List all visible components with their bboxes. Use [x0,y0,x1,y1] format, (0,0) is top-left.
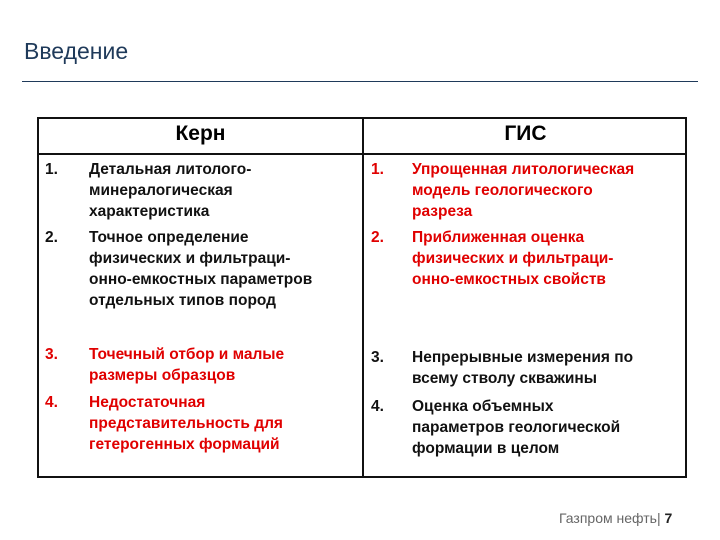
item-text [412,347,633,389]
item-line: параметров геологической [412,419,621,436]
item-line: онно-емкостных свойств [412,271,606,288]
item-text [89,227,312,311]
header-gis: ГИС [504,122,547,145]
header-kern: Керн [175,122,226,145]
item-line: модель геологического [412,182,593,199]
item-line: Упрощенная литологическая [412,161,635,178]
comparison-table [37,117,687,478]
item-number: 2. [371,229,384,246]
item-line: представительность для [89,415,283,432]
footer-company: Газпром нефть [559,510,657,526]
item-text [412,159,634,222]
header-divider [39,153,685,155]
item-number: 3. [45,346,58,363]
item-line: Точечный отбор и малые [89,346,285,363]
item-line: формации в целом [412,440,560,457]
item-text [89,392,283,455]
title-divider [22,81,698,82]
item-number: 1. [371,161,384,178]
item-line: Недостаточная [89,394,206,411]
item-line: Точное определение [89,229,249,246]
item-number: 3. [371,349,384,366]
item-line: разреза [412,203,473,220]
item-text [89,344,284,386]
footer: Газпром нефть| 7 [559,510,673,526]
item-line: Детальная литолого- [89,161,252,178]
item-line: размеры образцов [89,367,236,384]
item-number: 2. [45,229,58,246]
item-line: Оценка объемных [412,398,554,415]
item-line: отдельных типов пород [89,292,277,309]
item-line: Приближенная оценка [412,229,585,246]
item-number: 4. [371,398,384,415]
page-number: 7 [664,510,673,526]
item-line: всему стволу скважины [412,370,597,387]
item-number: 1. [45,161,58,178]
item-line: характеристика [89,203,210,220]
item-text [89,159,251,222]
item-line: физических и фильтраци- [412,250,614,267]
item-line: физических и фильтраци- [89,250,291,267]
item-text [412,396,620,459]
item-line: гетерогенных формаций [89,436,280,453]
slide-title: Введение [24,38,129,64]
item-line: минералогическая [89,182,233,199]
item-line: онно-емкостных параметров [89,271,313,288]
item-text [412,227,613,290]
item-number: 4. [45,394,58,411]
column-divider [362,119,364,476]
item-line: Непрерывные измерения по [412,349,634,366]
